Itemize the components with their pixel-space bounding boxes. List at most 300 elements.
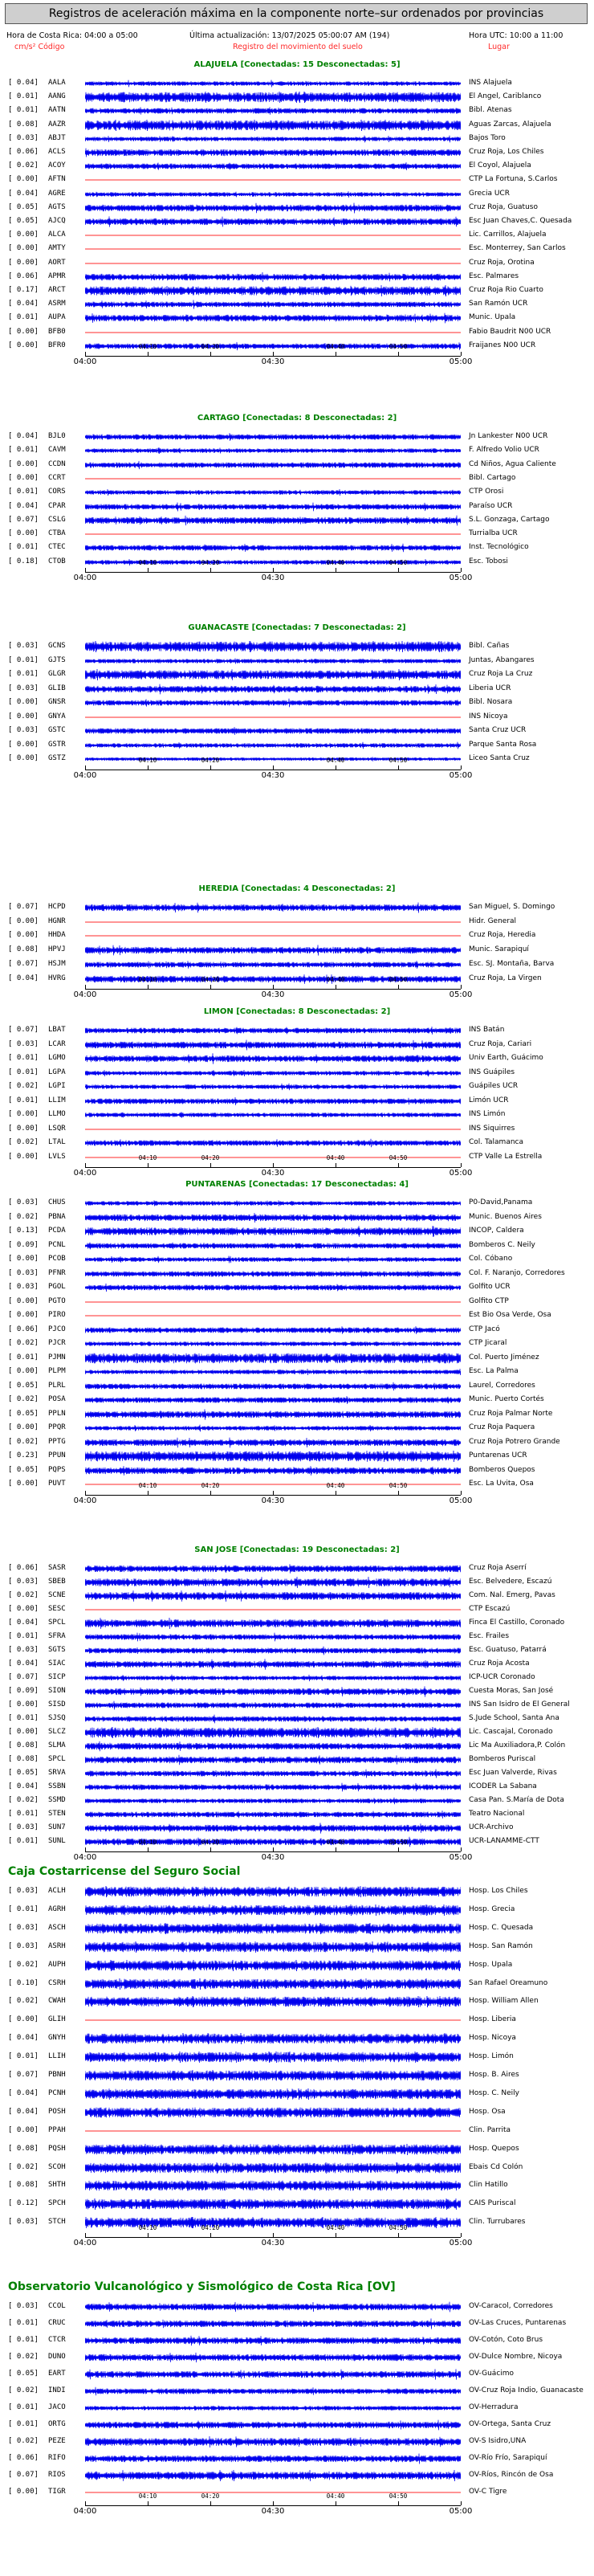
group-title: GUANACASTE [Conectadas: 7 Desconectadas: 2] xyxy=(188,623,406,632)
station-value: [ 0.03] xyxy=(8,1941,39,1950)
waveform-trace xyxy=(85,1423,461,1434)
waveform-path xyxy=(85,2088,461,2100)
station-code: SRVA xyxy=(48,1769,66,1777)
waveform-trace xyxy=(85,1577,461,1588)
time-tick-label: 04:00 xyxy=(73,2507,97,2516)
station-value: [ 0.01] xyxy=(8,2420,39,2428)
station-code: SION xyxy=(48,1687,66,1695)
waveform-path xyxy=(85,2436,461,2447)
waveform-trace xyxy=(85,1124,461,1135)
waveform-path xyxy=(85,1618,461,1629)
station-site: Bibl. Cartago xyxy=(469,473,516,482)
time-tick-label: 04:10 xyxy=(138,1481,157,1489)
waveform-trace xyxy=(85,2301,461,2313)
time-tick-label: 04:00 xyxy=(73,2239,97,2248)
waveform-trace xyxy=(85,1137,461,1149)
time-tick-label: 04:00 xyxy=(73,990,97,1000)
station-code: SISD xyxy=(48,1700,66,1708)
time-tick xyxy=(398,352,399,356)
waveform-trace xyxy=(85,2402,461,2414)
station-code: ASRM xyxy=(48,300,66,308)
waveform-path xyxy=(85,684,461,694)
station-site: OV-Guácimo xyxy=(469,2370,515,2378)
waveform-trace xyxy=(85,2162,461,2174)
station-code: PUVT xyxy=(48,1480,66,1488)
station-code: LCAR xyxy=(48,1039,66,1048)
waveform-path xyxy=(85,1996,461,2007)
station-code: DUNO xyxy=(48,2353,66,2361)
station-site: Bibl. Nosara xyxy=(469,698,513,706)
time-tick-label: 04:10 xyxy=(138,2224,157,2232)
waveform-trace xyxy=(85,327,461,338)
time-axis xyxy=(85,2237,461,2238)
station-code: PPUN xyxy=(48,1451,66,1459)
station-site: CTP Jicaral xyxy=(469,1339,507,1347)
station-site: Cd Niños, Agua Caliente xyxy=(469,459,556,468)
time-tick-label: 04:20 xyxy=(201,343,220,350)
waveform-path xyxy=(85,1226,461,1237)
waveform-path xyxy=(85,1978,461,1990)
station-site: Hosp. Limón xyxy=(469,2052,514,2061)
waveform-path xyxy=(85,2181,461,2191)
waveform-path xyxy=(85,149,461,157)
waveform-path xyxy=(85,515,461,525)
time-tick-label: 04:40 xyxy=(326,1481,345,1489)
station-value: [ 0.04] xyxy=(8,974,39,982)
station-site: Col. F. Naranjo, Corredores xyxy=(469,1268,565,1277)
local-time-label: Hora de Costa Rica: 04:00 a 05:00 xyxy=(6,31,138,40)
waveform-trace xyxy=(85,1923,461,1934)
time-tick-label: 04:50 xyxy=(389,2492,408,2500)
station-site: Laurel, Corredores xyxy=(469,1381,535,1390)
station-code: PPQR xyxy=(48,1423,66,1431)
time-tick xyxy=(398,1847,399,1851)
station-value: [ 0.01] xyxy=(8,488,39,496)
time-tick xyxy=(210,568,211,572)
waveform-trace xyxy=(85,542,461,553)
waveform-path xyxy=(85,1633,461,1642)
time-tick-label: 04:30 xyxy=(261,1496,285,1505)
station-value: [ 0.02] xyxy=(8,1395,39,1403)
waveform-path xyxy=(85,285,461,296)
time-tick-label: 04:40 xyxy=(326,1154,345,1161)
station-code: STCH xyxy=(48,2218,66,2227)
station-site: Col. Cóbano xyxy=(469,1255,513,1263)
station-value: [ 0.02] xyxy=(8,1138,39,1146)
time-tick-label: 04:30 xyxy=(261,770,285,780)
station-site: Cruz Roja Palmar Norte xyxy=(469,1409,553,1418)
waveform-trace xyxy=(85,1039,461,1051)
waveform-path xyxy=(85,544,461,552)
waveform-trace xyxy=(85,133,461,145)
station-code: RIOS xyxy=(48,2471,66,2479)
station-value: [ 0.00] xyxy=(8,473,39,482)
time-tick-label: 04:00 xyxy=(73,357,97,366)
station-code: AGRE xyxy=(48,189,66,198)
time-tick-label: 04:10 xyxy=(138,1839,157,1846)
time-tick-label: 04:40 xyxy=(326,2492,345,2500)
time-tick-label: 05:00 xyxy=(449,990,473,1000)
waveform-trace xyxy=(85,161,461,172)
waveform-path xyxy=(85,903,461,913)
station-code: AMTY xyxy=(48,244,66,253)
waveform-path xyxy=(85,300,461,309)
station-code: TIGR xyxy=(48,2488,66,2496)
station-value: [ 0.00] xyxy=(8,1480,39,1488)
station-site: P0-David,Panama xyxy=(469,1198,533,1206)
station-site: Hosp. San Ramón xyxy=(469,1941,533,1950)
waveform-trace xyxy=(85,1310,461,1321)
station-code: SASR xyxy=(48,1564,66,1572)
waveform-path xyxy=(85,1326,461,1334)
waveform-path xyxy=(85,1590,461,1602)
station-site: Cruz Roja Paquera xyxy=(469,1423,535,1431)
time-tick xyxy=(273,352,274,356)
station-site: INS Batán xyxy=(469,1026,505,1034)
station-site: Parque Santa Rosa xyxy=(469,740,537,749)
station-site: Cruz Roja, Heredia xyxy=(469,931,536,940)
station-site: Est Bio Osa Verde, Osa xyxy=(469,1311,551,1319)
time-axis xyxy=(85,572,461,573)
time-tick-label: 04:30 xyxy=(261,2239,285,2248)
waveform-trace xyxy=(85,1686,461,1697)
station-value: [ 0.00] xyxy=(8,2488,39,2496)
waveform-path xyxy=(85,1139,461,1147)
waveform-trace xyxy=(85,1645,461,1656)
waveform-trace xyxy=(85,230,461,241)
station-site: Esc. Guatuso, Patarrá xyxy=(469,1646,547,1654)
station-site: Munic. Puerto Cortés xyxy=(469,1395,544,1403)
station-code: ARCT xyxy=(48,286,66,294)
group-title: Caja Costarricense del Seguro Social xyxy=(8,1865,241,1878)
waveform-path xyxy=(85,460,461,468)
station-site: Juntas, Abangares xyxy=(469,655,535,664)
waveform-path xyxy=(85,2336,461,2345)
station-site: San Rafael Oreamuno xyxy=(469,1978,548,1987)
station-site: Hosp. William Allen xyxy=(469,1997,539,2006)
utc-time-label: Hora UTC: 10:00 a 11:00 xyxy=(469,31,563,40)
station-site: INS San Isidro de El General xyxy=(469,1700,570,1708)
station-value: [ 0.06] xyxy=(8,1325,39,1333)
time-tick xyxy=(85,2501,86,2505)
time-tick-label: 04:50 xyxy=(389,976,408,984)
waveform-trace xyxy=(85,105,461,116)
waveform-trace xyxy=(85,285,461,296)
station-code: INDI xyxy=(48,2386,66,2394)
station-site: Esc. Palmares xyxy=(469,271,519,280)
station-value: [ 0.01] xyxy=(8,1353,39,1361)
station-value: [ 0.01] xyxy=(8,1068,39,1076)
last-update-label: Última actualización: 13/07/2025 05:00:07 AM (194) xyxy=(189,31,390,40)
waveform-path xyxy=(85,1027,461,1035)
time-tick xyxy=(273,2233,274,2237)
waveform-trace xyxy=(85,655,461,667)
station-site: Cuesta Moras, San José xyxy=(469,1687,554,1695)
time-tick xyxy=(461,1847,462,1851)
station-code: PGTO xyxy=(48,1296,66,1305)
station-value: [ 0.01] xyxy=(8,1810,39,1818)
station-site: Hosp. Osa xyxy=(469,2107,506,2116)
time-tick xyxy=(85,1163,86,1167)
waveform-trace xyxy=(85,1563,461,1574)
waveform-path xyxy=(85,202,461,213)
station-site: Esc. Tobosi xyxy=(469,557,508,565)
station-value: [ 0.07] xyxy=(8,959,39,968)
station-code: PCNH xyxy=(48,2088,66,2097)
waveform-path xyxy=(85,741,461,749)
time-tick-label: 04:50 xyxy=(389,343,408,350)
station-value: [ 0.02] xyxy=(8,1796,39,1804)
waveform-trace xyxy=(85,1096,461,1107)
waveform-trace xyxy=(85,1381,461,1392)
station-code: PPAH xyxy=(48,2125,66,2134)
waveform-trace xyxy=(85,1768,461,1779)
station-value: [ 0.01] xyxy=(8,543,39,552)
time-tick xyxy=(210,1491,211,1495)
waveform-path xyxy=(85,1284,461,1292)
station-value: [ 0.04] xyxy=(8,2107,39,2116)
station-code: ABJT xyxy=(48,133,66,142)
time-tick-label: 04:50 xyxy=(389,1481,408,1489)
station-value: [ 0.13] xyxy=(8,1227,39,1235)
waveform-trace xyxy=(85,2180,461,2191)
waveform-trace xyxy=(85,1700,461,1711)
station-value: [ 0.08] xyxy=(8,2144,39,2153)
station-value: [ 0.18] xyxy=(8,557,39,565)
waveform-path xyxy=(85,272,461,282)
station-code: CCOL xyxy=(48,2302,66,2310)
station-value: [ 0.04] xyxy=(8,432,39,440)
station-code: PLRL xyxy=(48,1381,66,1390)
station-value: [ 0.01] xyxy=(8,1054,39,1062)
time-tick-label: 04:00 xyxy=(73,574,97,582)
station-code: ASRH xyxy=(48,1941,66,1950)
waveform-path xyxy=(85,80,461,88)
waveform-path xyxy=(85,2302,461,2313)
time-tick-label: 04:00 xyxy=(73,1169,97,1178)
waveform-trace xyxy=(85,2369,461,2380)
station-code: AGTS xyxy=(48,202,66,211)
station-value: [ 0.00] xyxy=(8,1728,39,1736)
station-value: [ 0.07] xyxy=(8,2471,39,2479)
waveform-path xyxy=(85,1686,461,1696)
station-value: [ 0.02] xyxy=(8,161,39,170)
group-title: HEREDIA [Conectadas: 4 Desconectadas: 2] xyxy=(198,884,396,893)
station-code: LLMO xyxy=(48,1110,66,1118)
waveform-path xyxy=(85,1823,461,1833)
waveform-path xyxy=(85,1200,461,1206)
waveform-trace xyxy=(85,1465,461,1476)
group-title: SAN JOSE [Conectadas: 19 Desconectadas: 2] xyxy=(194,1545,400,1554)
waveform-trace xyxy=(85,1782,461,1793)
time-tick-label: 04:40 xyxy=(326,1839,345,1846)
page-title: Registros de aceleración máxima en la componente norte–sur ordenados por provincias xyxy=(5,3,588,24)
station-site: Lic. Cascajal, Coronado xyxy=(469,1728,553,1736)
station-site: CTP Valle La Estrella xyxy=(469,1152,543,1161)
station-site: Cruz Roja, La Virgen xyxy=(469,974,542,982)
time-tick xyxy=(273,568,274,572)
station-code: PJMN xyxy=(48,1353,66,1361)
time-tick xyxy=(210,2501,211,2505)
waveform-trace xyxy=(85,1741,461,1752)
station-value: [ 0.03] xyxy=(8,1578,39,1586)
time-axis xyxy=(85,989,461,990)
time-tick-label: 04:30 xyxy=(261,574,285,582)
station-value: [ 0.01] xyxy=(8,670,39,678)
waveform-path xyxy=(85,1675,461,1682)
station-code: CHUS xyxy=(48,1198,66,1206)
time-tick-label: 04:20 xyxy=(201,1481,220,1489)
station-value: [ 0.03] xyxy=(8,1039,39,1048)
waveform-path xyxy=(85,1923,461,1934)
station-site: Munic. Upala xyxy=(469,313,516,322)
station-value: [ 0.01] xyxy=(8,1632,39,1640)
station-value: [ 0.01] xyxy=(8,655,39,664)
station-code: GSTR xyxy=(48,740,66,749)
station-code: GSTC xyxy=(48,726,66,734)
station-value: [ 0.02] xyxy=(8,1591,39,1599)
time-tick-label: 04:40 xyxy=(326,2224,345,2232)
waveform-trace xyxy=(85,917,461,928)
time-tick-label: 04:50 xyxy=(389,559,408,566)
station-value: [ 0.08] xyxy=(8,2181,39,2190)
waveform-path xyxy=(85,1409,461,1419)
waveform-trace xyxy=(85,2436,461,2447)
waveform-path xyxy=(85,92,461,103)
time-tick-label: 04:00 xyxy=(73,1853,97,1862)
station-code: CCDN xyxy=(48,459,66,468)
station-code: HHDA xyxy=(48,931,66,940)
station-value: [ 0.00] xyxy=(8,740,39,749)
waveform-trace xyxy=(85,1590,461,1602)
station-value: [ 0.08] xyxy=(8,945,39,954)
time-tick xyxy=(461,1491,462,1495)
station-site: Cruz Roja Aserrí xyxy=(469,1564,527,1572)
station-code: SFRA xyxy=(48,1632,66,1640)
station-code: LSQR xyxy=(48,1124,66,1133)
station-code: SESC xyxy=(48,1605,66,1613)
waveform-trace xyxy=(85,2144,461,2155)
station-code: BFR0 xyxy=(48,341,66,349)
station-code: HSJM xyxy=(48,959,66,968)
station-value: [ 0.03] xyxy=(8,726,39,734)
time-tick xyxy=(210,352,211,356)
waveform-trace xyxy=(85,1296,461,1308)
time-tick xyxy=(398,568,399,572)
time-tick xyxy=(398,1163,399,1167)
station-code: PCDA xyxy=(48,1227,66,1235)
station-code: PBNH xyxy=(48,2071,66,2079)
waveform-trace xyxy=(85,2088,461,2100)
station-value: [ 0.06] xyxy=(8,2454,39,2462)
station-value: [ 0.02] xyxy=(8,1212,39,1221)
station-value: [ 0.00] xyxy=(8,698,39,706)
time-tick-label: 05:00 xyxy=(449,770,473,780)
station-value: [ 0.01] xyxy=(8,92,39,101)
station-site: Cruz Roja Acosta xyxy=(469,1659,530,1668)
station-code: PEZE xyxy=(48,2437,66,2445)
station-site: Inst. Tecnológico xyxy=(469,543,529,552)
time-axis xyxy=(85,1495,461,1496)
station-code: GLIH xyxy=(48,2015,66,2024)
station-site: CTP Orosi xyxy=(469,488,504,496)
station-value: [ 0.01] xyxy=(8,1714,39,1722)
waveform-trace xyxy=(85,459,461,471)
station-value: [ 0.00] xyxy=(8,231,39,239)
station-site: F. Alfredo Volio UCR xyxy=(469,446,539,455)
station-site: Lic. Carrillos, Alajuela xyxy=(469,231,547,239)
waveform-path xyxy=(85,1353,461,1363)
waveform-trace xyxy=(85,2125,461,2137)
group-title: Observatorio Vulcanológico y Sismológico de Costa Rica [OV] xyxy=(8,2280,396,2293)
station-code: SGTS xyxy=(48,1646,66,1654)
waveform-path xyxy=(85,2162,461,2174)
station-code: AUPA xyxy=(48,313,66,322)
place-label: Lugar xyxy=(488,43,510,51)
time-axis xyxy=(85,1167,461,1168)
station-site: Esc Juan Chaves,C. Quesada xyxy=(469,217,572,225)
station-value: [ 0.03] xyxy=(8,133,39,142)
waveform-trace xyxy=(85,529,461,540)
station-code: HVRG xyxy=(48,974,66,982)
station-site: INS Alajuela xyxy=(469,79,512,87)
waveform-trace xyxy=(85,2107,461,2118)
station-site: OV-Caracol, Corredores xyxy=(469,2302,553,2310)
station-value: [ 0.00] xyxy=(8,1311,39,1319)
station-value: [ 0.01] xyxy=(8,1904,39,1913)
time-tick-label: 04:30 xyxy=(261,1853,285,1862)
time-tick-label: 04:50 xyxy=(389,756,408,764)
waveform-trace xyxy=(85,243,461,255)
waveform-path xyxy=(85,2470,461,2481)
waveform-trace xyxy=(85,445,461,456)
time-tick-label: 05:00 xyxy=(449,1169,473,1178)
station-value: [ 0.02] xyxy=(8,1960,39,1969)
waveform-trace xyxy=(85,174,461,186)
station-code: SSBN xyxy=(48,1782,66,1790)
station-site: Puntarenas UCR xyxy=(469,1451,527,1459)
station-site: Col. Puerto Jiménez xyxy=(469,1353,539,1361)
waveform-trace xyxy=(85,2419,461,2431)
station-value: [ 0.17] xyxy=(8,286,39,294)
station-value: [ 0.08] xyxy=(8,1755,39,1763)
waveform-trace xyxy=(85,1727,461,1738)
station-code: BJL0 xyxy=(48,432,66,440)
waveform-trace xyxy=(85,712,461,723)
station-value: [ 0.05] xyxy=(8,1409,39,1418)
group-title: ALAJUELA [Conectadas: 15 Desconectadas: 5] xyxy=(193,60,401,69)
time-tick xyxy=(210,1847,211,1851)
time-tick-label: 04:40 xyxy=(326,559,345,566)
waveform-trace xyxy=(85,1025,461,1036)
time-tick xyxy=(210,985,211,989)
station-code: LTAL xyxy=(48,1138,66,1146)
station-site: Golfito CTP xyxy=(469,1296,509,1305)
waveform-path xyxy=(85,2033,461,2044)
station-code: CCRT xyxy=(48,473,66,482)
waveform-trace xyxy=(85,1904,461,1916)
station-value: [ 0.03] xyxy=(8,642,39,650)
waveform-trace xyxy=(85,1109,461,1121)
station-code: RIFO xyxy=(48,2454,66,2462)
waveform-trace xyxy=(85,1795,461,1806)
station-site: ICP-UCR Coronado xyxy=(469,1673,535,1681)
station-site: Hosp. C. Neily xyxy=(469,2088,519,2097)
waveform-trace xyxy=(85,1978,461,1990)
station-site: INS Limón xyxy=(469,1110,506,1118)
station-site: Esc. Monterrey, San Carlos xyxy=(469,244,566,253)
station-site: OV-Herradura xyxy=(469,2403,519,2411)
